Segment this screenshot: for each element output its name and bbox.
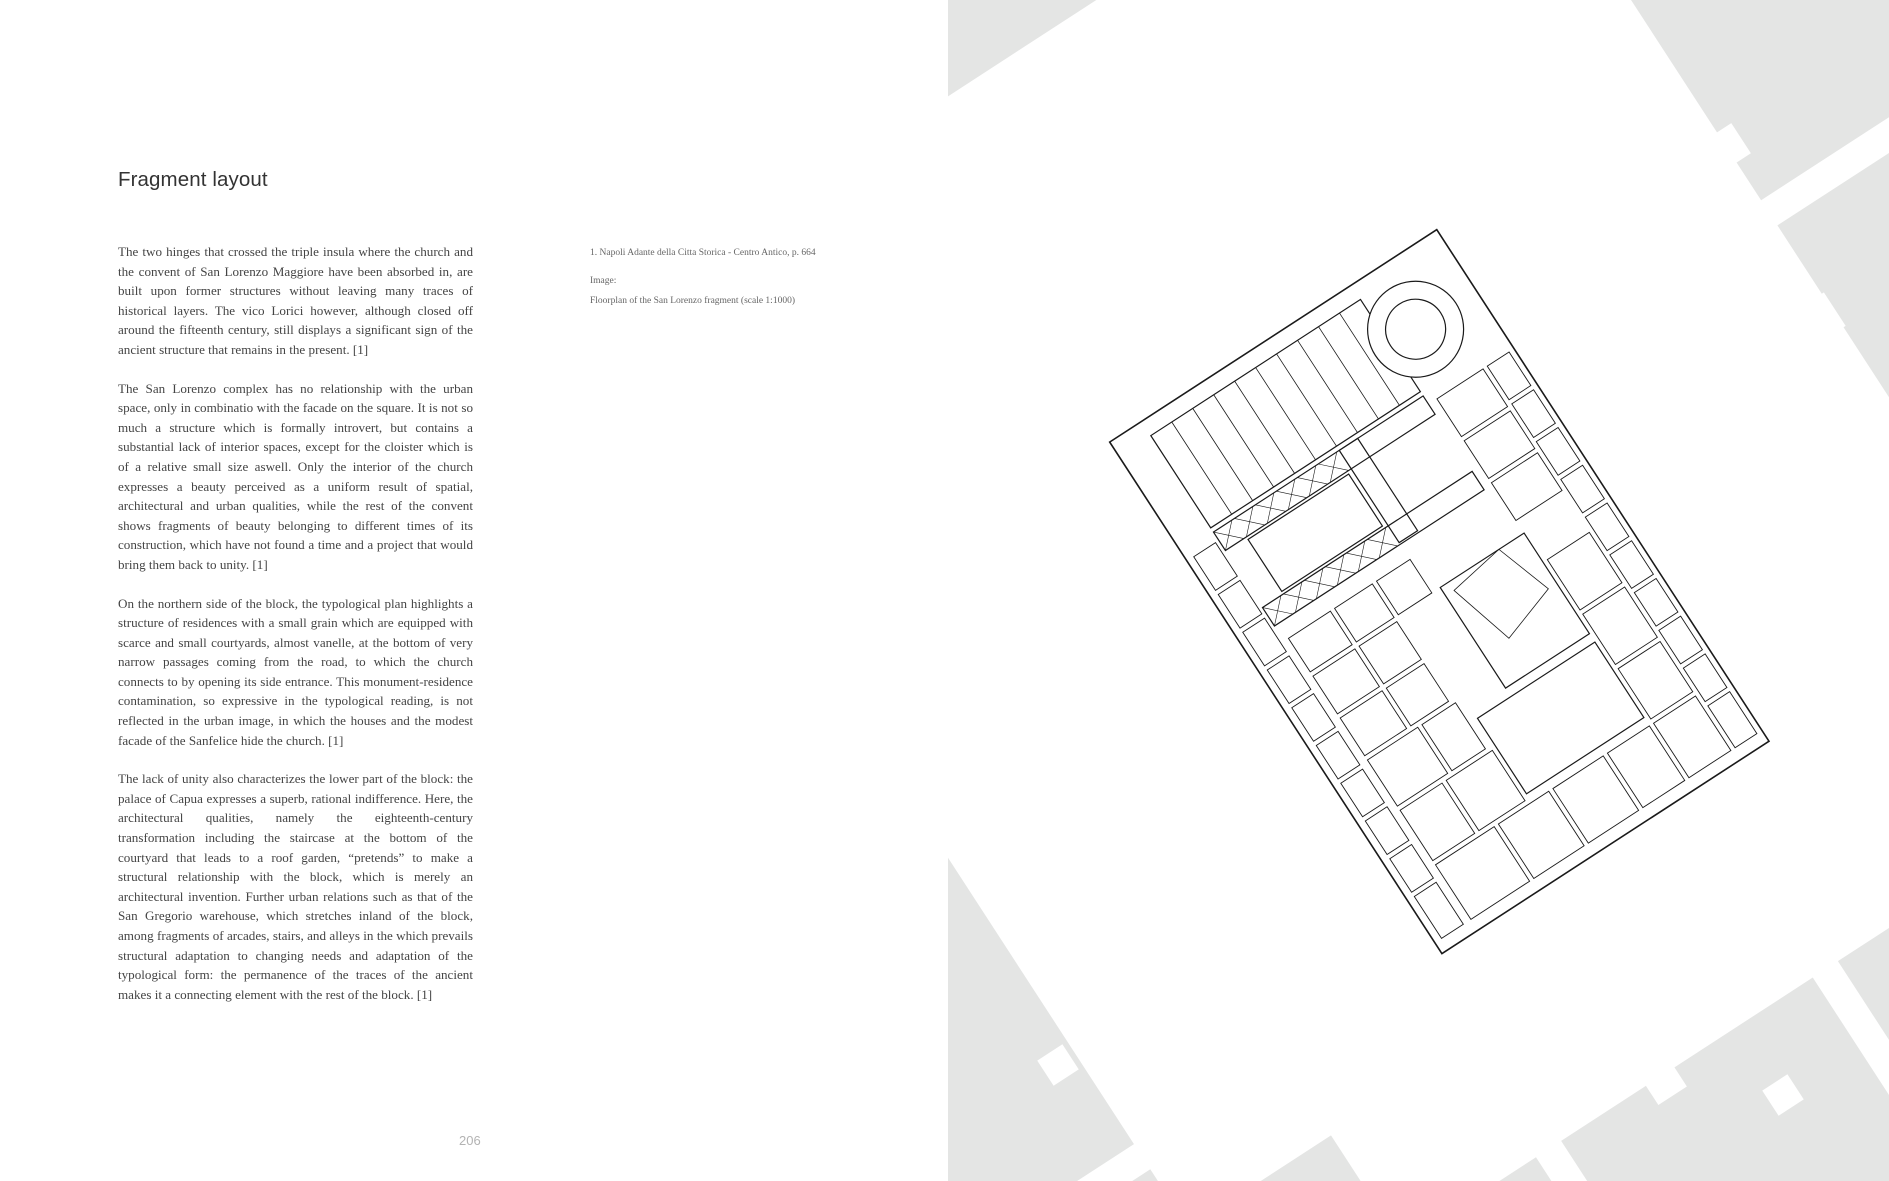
image-label: Image: (590, 276, 617, 286)
side-notes (590, 246, 850, 314)
image-caption: Floorplan of the San Lorenzo fragment (scale 1:1000) (590, 296, 795, 306)
paragraph-4: The lack of unity also characterizes the lower part of the block: the palace of Capua expresses a superb, rational indifference. Here, the architectural qualities, namely the eighteenth-century transformation including the staircase at the bottom of the courtyard that leads to a roof garden, “pretends” to make a structural relationship with the block, which is merely an architectural invention. Further urban relations such as that of the San Gregorio warehouse, which stretches inland of the block, among fragments of arcades, stairs, and alleys in the which prevails structural adaptation to changing needs and adaptation of the typological form: the permanence of the traces of the ancient makes it a connecting element with the rest of the block. [1] (118, 771, 473, 1002)
paragraph-1: The two hinges that crossed the triple insula where the church and the convent of San Lorenzo Maggiore have been absorbed in, are built upon former structures without leaving many traces of historical layers. The vico Lorici however, although closed off around the fifteenth century, still displays a significant sign of the ancient structure that remains in the present. [1] (118, 244, 473, 357)
floorplan-figure (948, 0, 1889, 1181)
body-text-column (118, 242, 473, 1023)
footnote-reference: 1. Napoli Adante della Citta Storica - Centro Antico, p. 664 (590, 248, 816, 258)
section-title: Fragment layout (118, 168, 268, 191)
paragraph-2: The San Lorenzo complex has no relationship with the urban space, only in combinatio with the facade on the square. It is not so much a structure which is formally introvert, but contains a substantial lack of interior spaces, except for the cloister which is of a relative small size aswell. Only the interior of the church expresses a beauty perceived as a uniform result of spatial, architectural and urban qualities, while the rest of the convent shows fragments of beauty belonging to different times of its construction, which have not found a time and a project that would bring them back to unity. [1] (118, 380, 473, 572)
paragraph-3: On the northern side of the block, the typological plan highlights a structure of residences with a small grain which are equipped with scarce and small courtyards, almost vanelle, at the bottom of very narrow passages coming from the road, to which the church connects to by opening its side entrance. This monument-residence contamination, so expressive in the typological reading, is not reflected in the urban image, in which the houses and the modest facade of the Sanfelice hide the church. [1] (118, 595, 473, 748)
floorplan-map (948, 0, 1889, 1181)
page-number: 206 (459, 1133, 481, 1148)
